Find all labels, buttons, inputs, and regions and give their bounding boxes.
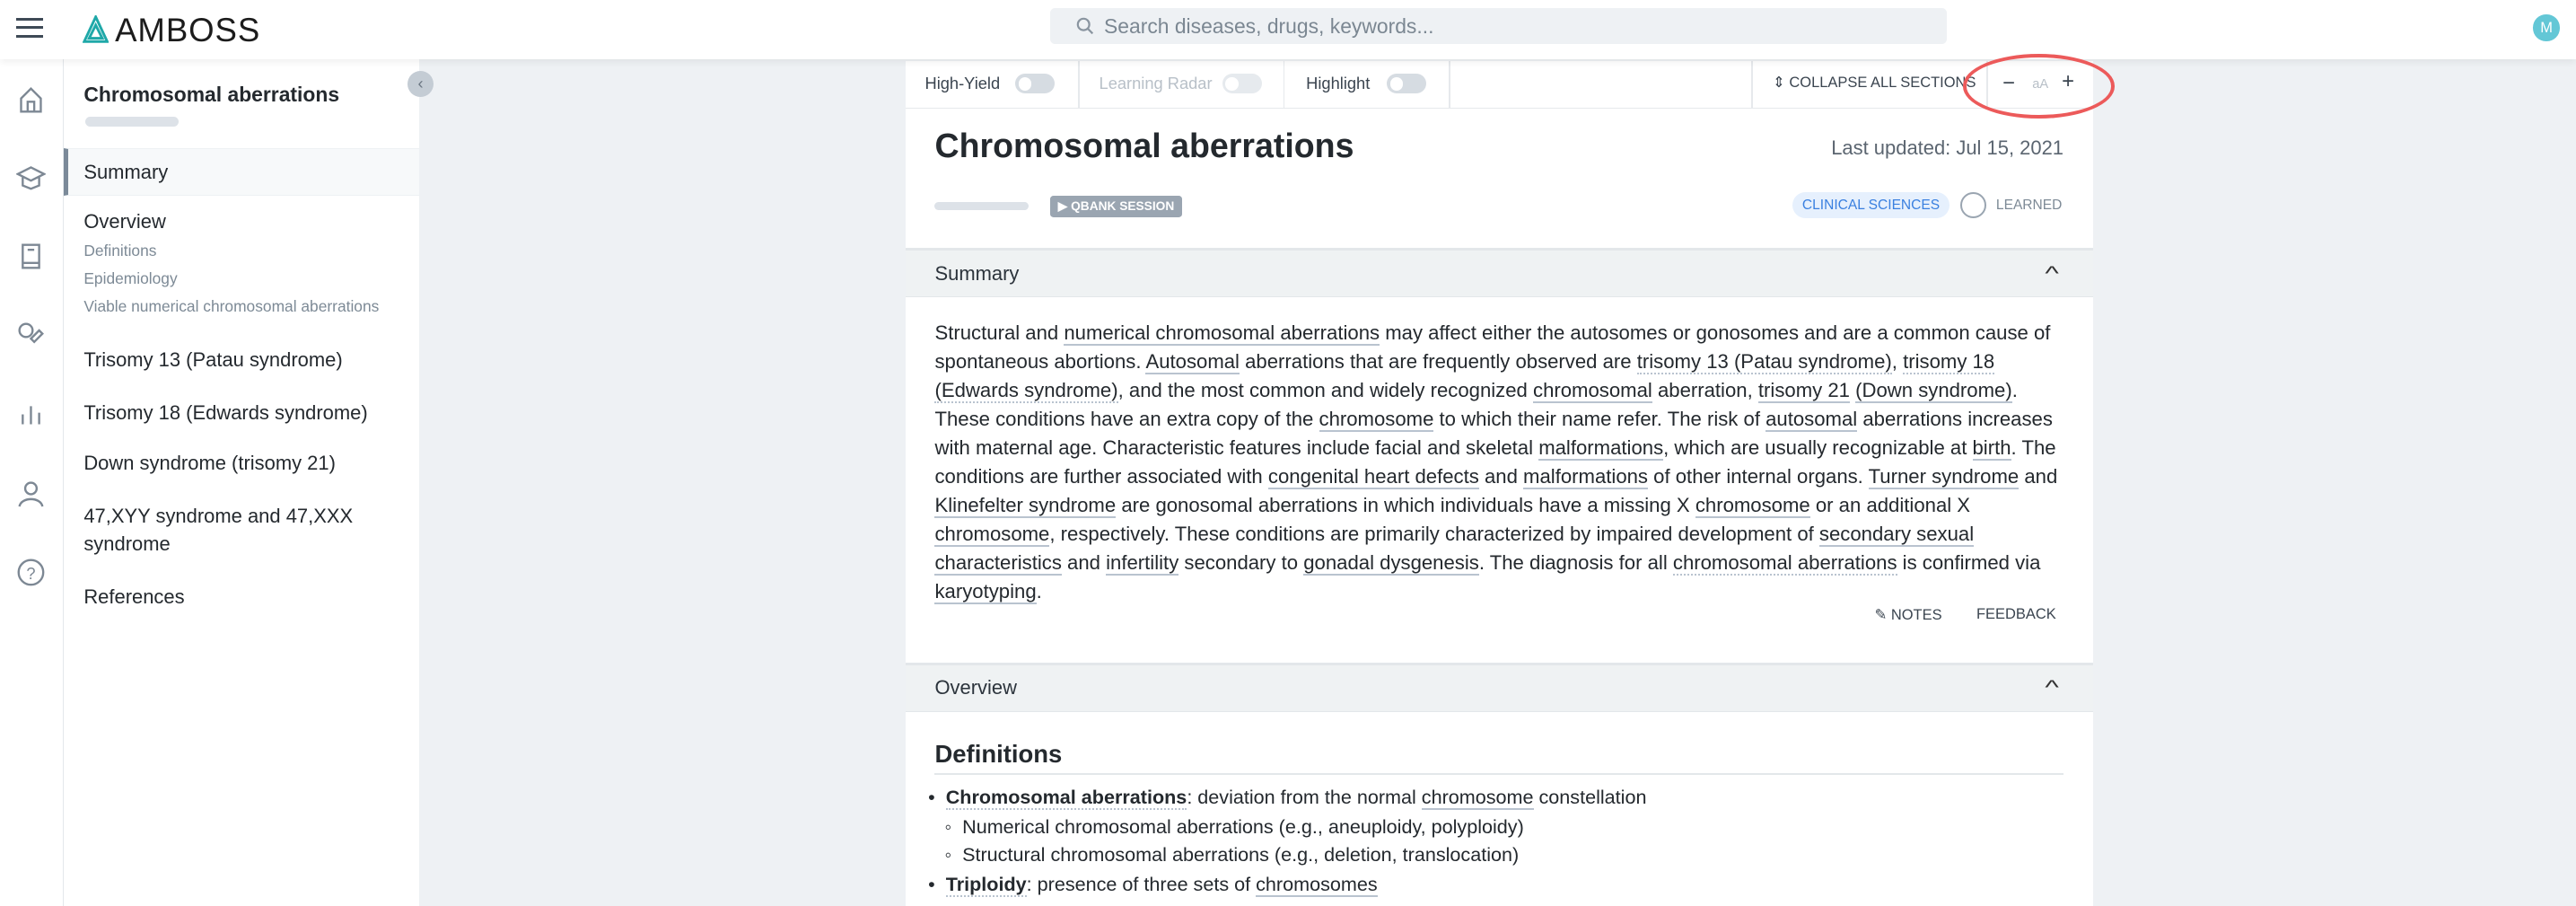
- sidebar-item-down-syndrome[interactable]: Down syndrome (trisomy 21): [83, 452, 336, 475]
- text-segment: secondary to: [1178, 551, 1304, 575]
- term-link[interactable]: chromosome: [1695, 494, 1810, 517]
- term-link[interactable]: Autosomal: [1145, 350, 1240, 374]
- page-title: Chromosomal aberrations: [934, 126, 1354, 164]
- term-link[interactable]: Klinefelter syndrome: [934, 494, 1117, 517]
- learning-radar-toggle[interactable]: [1222, 74, 1262, 93]
- top-header: [0, 0, 2576, 59]
- notes-label: NOTES: [1890, 607, 1942, 624]
- definitions-heading: Definitions: [934, 740, 2063, 775]
- text-segment: and: [1061, 551, 1107, 575]
- highlight-label: Highlight: [1306, 74, 1371, 93]
- article-toolbar: [906, 61, 2093, 109]
- term-link[interactable]: trisomy 13 (Patau syndrome): [1636, 350, 1892, 374]
- stethoscope-pill-icon[interactable]: [16, 321, 46, 350]
- text-segment: , which are usually recognizable at: [1663, 436, 1973, 460]
- collapse-all-label: COLLAPSE ALL SECTIONS: [1789, 75, 1976, 92]
- chevron-up-icon[interactable]: ^: [2045, 262, 2060, 286]
- term-link[interactable]: trisomy 21: [1757, 379, 1850, 402]
- sidebar-item-trisomy-18[interactable]: Trisomy 18 (Edwards syndrome): [83, 400, 368, 424]
- text-segment: . The conditions are further associated with: [934, 436, 2056, 488]
- term-link[interactable]: secondary sexual characteristics: [934, 523, 1975, 575]
- definition-item: • Triploidy: presence of three sets of chromosomes: [928, 872, 1378, 895]
- term-link[interactable]: malformations: [1538, 436, 1664, 460]
- text-segment: to which their name refer. The risk of: [1433, 408, 1766, 431]
- avatar[interactable]: M: [2533, 14, 2559, 40]
- play-icon: ▶: [1057, 198, 1072, 213]
- term-link[interactable]: chromosomes: [1256, 872, 1378, 895]
- text-segment: and: [1478, 465, 1524, 488]
- term-link[interactable]: chromosomal aberrations: [1672, 551, 1897, 575]
- overview-section-header[interactable]: [906, 663, 2093, 712]
- progress-placeholder: [934, 202, 1028, 210]
- term-link[interactable]: chromosome: [934, 523, 1050, 546]
- learned-checkbox-icon[interactable]: [1960, 192, 1986, 218]
- text-segment: Structural and: [934, 321, 1065, 345]
- summary-paragraph: [934, 319, 2068, 606]
- search-icon: [1076, 17, 1094, 35]
- text-segment: , respectively. These conditions are primarily characterized by impaired development of: [1049, 523, 1819, 546]
- search-input[interactable]: [1104, 14, 1893, 39]
- category-badge[interactable]: CLINICAL SCIENCES: [1792, 192, 1950, 218]
- term-link[interactable]: birth: [1972, 436, 2011, 460]
- term-link[interactable]: karyotyping: [934, 580, 1037, 603]
- sidebar-item-summary[interactable]: Summary: [83, 161, 169, 184]
- last-updated: Last updated: Jul 15, 2021: [1831, 136, 2063, 159]
- text-segment: aberration,: [1652, 379, 1758, 402]
- sidebar-item-47xyy[interactable]: 47,XYY syndrome and 47,XXX: [83, 504, 354, 527]
- statistics-icon[interactable]: [16, 400, 46, 429]
- graduation-cap-icon[interactable]: [16, 163, 46, 192]
- collapse-sidebar-button[interactable]: [407, 71, 434, 97]
- high-yield-toggle[interactable]: [1015, 74, 1055, 93]
- term-link[interactable]: trisomy 18 (Edwards syndrome): [934, 350, 1995, 402]
- sidebar-item-references[interactable]: References: [83, 585, 185, 608]
- term-link[interactable]: infertility: [1106, 551, 1179, 575]
- user-icon[interactable]: [16, 479, 46, 508]
- term-link[interactable]: malformations: [1523, 465, 1648, 488]
- font-size-label: aA: [2032, 77, 2049, 92]
- high-yield-label: High-Yield: [924, 74, 1001, 93]
- home-icon[interactable]: [16, 85, 46, 115]
- amboss-triangle-icon: [83, 15, 109, 45]
- help-icon[interactable]: [16, 558, 46, 587]
- term-link[interactable]: Turner syndrome: [1868, 465, 2020, 488]
- term-link[interactable]: numerical chromosomal aberrations: [1064, 321, 1380, 345]
- definition-subitem: ◦ Numerical chromosomal aberrations (e.g., aneuploidy, polyploidy): [944, 814, 1524, 838]
- logo-text: AMBOSS: [115, 11, 261, 48]
- feedback-button[interactable]: FEEDBACK: [1976, 606, 2056, 623]
- text-segment: may affect either the autosomes or gonosomes and are a common cause of spontaneous abortions.: [934, 321, 2051, 374]
- definition-item: • Chromosomal aberrations: deviation from the normal chromosome constellation: [928, 785, 1647, 808]
- overview-heading: Overview: [934, 676, 1017, 699]
- text-segment: and: [2019, 465, 2058, 488]
- text-segment: , and the most common and widely recognized: [1117, 379, 1534, 402]
- pencil-icon: ✎: [1874, 607, 1891, 624]
- sidebar-subitem-viable[interactable]: Viable numerical chromosomal aberrations: [83, 297, 380, 316]
- summary-section-header[interactable]: [906, 248, 2093, 297]
- term-link[interactable]: gonadal dysgenesis: [1303, 551, 1479, 575]
- progress-placeholder: [85, 117, 179, 127]
- sidebar-subitem-definitions[interactable]: Definitions: [83, 242, 157, 260]
- term[interactable]: Triploidy: [945, 872, 1027, 895]
- search-bar[interactable]: [1050, 8, 1947, 44]
- collapse-icon: ⇕: [1772, 75, 1790, 92]
- text-segment: aberrations that are frequently observed are: [1239, 350, 1637, 374]
- decrease-font-button[interactable]: −: [2002, 70, 2016, 95]
- text-segment: are gonosomal aberrations in which individuals have a missing X: [1116, 494, 1695, 517]
- text-segment: aberrations increases with maternal age. Characteristic features include facial and skeletal: [934, 408, 2053, 460]
- learning-radar-label: Learning Radar: [1099, 74, 1213, 93]
- amboss-logo[interactable]: [83, 12, 261, 49]
- chevron-left-icon: ‹: [417, 74, 424, 93]
- text-segment: or an additional X: [1809, 494, 1971, 517]
- nav-rail: [0, 59, 64, 906]
- term-link[interactable]: chromosome: [1421, 785, 1534, 808]
- sidebar-subitem-epidemiology[interactable]: Epidemiology: [83, 269, 178, 288]
- sidebar-item-trisomy-13[interactable]: Trisomy 13 (Patau syndrome): [83, 348, 343, 372]
- annotation-circle: [1963, 54, 2114, 118]
- chevron-up-icon[interactable]: ^: [2045, 676, 2060, 699]
- term-link[interactable]: autosomal: [1766, 408, 1858, 431]
- notes-button[interactable]: [1874, 606, 1941, 624]
- sidebar-title: Chromosomal aberrations: [83, 82, 340, 106]
- qbank-label: QBANK SESSION: [1071, 198, 1175, 213]
- highlight-toggle[interactable]: [1387, 74, 1426, 93]
- book-icon[interactable]: [16, 242, 46, 271]
- text-segment: .: [1036, 580, 1042, 603]
- text-segment: is confirmed via: [1897, 551, 2041, 575]
- table-of-contents: [64, 59, 418, 906]
- collapse-all-button[interactable]: [1773, 74, 1976, 92]
- text-segment: . The diagnosis for all: [1478, 551, 1673, 575]
- hamburger-menu-icon[interactable]: [16, 18, 42, 38]
- text-segment: of other internal organs.: [1648, 465, 1869, 488]
- sidebar-item-overview[interactable]: Overview: [83, 210, 166, 233]
- sidebar-item-47xyy-cont[interactable]: syndrome: [83, 532, 171, 556]
- learned-label[interactable]: LEARNED: [1995, 197, 2063, 213]
- text-segment: . These conditions have an extra copy of the: [934, 379, 2018, 431]
- term-link[interactable]: (Down syndrome): [1855, 379, 2012, 402]
- term-link[interactable]: congenital heart defects: [1267, 465, 1479, 488]
- qbank-session-button[interactable]: [1050, 196, 1183, 217]
- term-link[interactable]: chromosome: [1319, 408, 1434, 431]
- increase-font-button[interactable]: +: [2062, 68, 2075, 93]
- svg-text:?: ?: [26, 563, 36, 583]
- article-card: [906, 61, 2093, 906]
- definition-subitem: ◦ Structural chromosomal aberrations (e.g., deletion, translocation): [944, 842, 1520, 866]
- term-link[interactable]: chromosomal: [1533, 379, 1652, 402]
- text-segment: ,: [1891, 350, 1904, 374]
- summary-heading: Summary: [934, 262, 1020, 286]
- term[interactable]: Chromosomal aberrations: [945, 785, 1187, 808]
